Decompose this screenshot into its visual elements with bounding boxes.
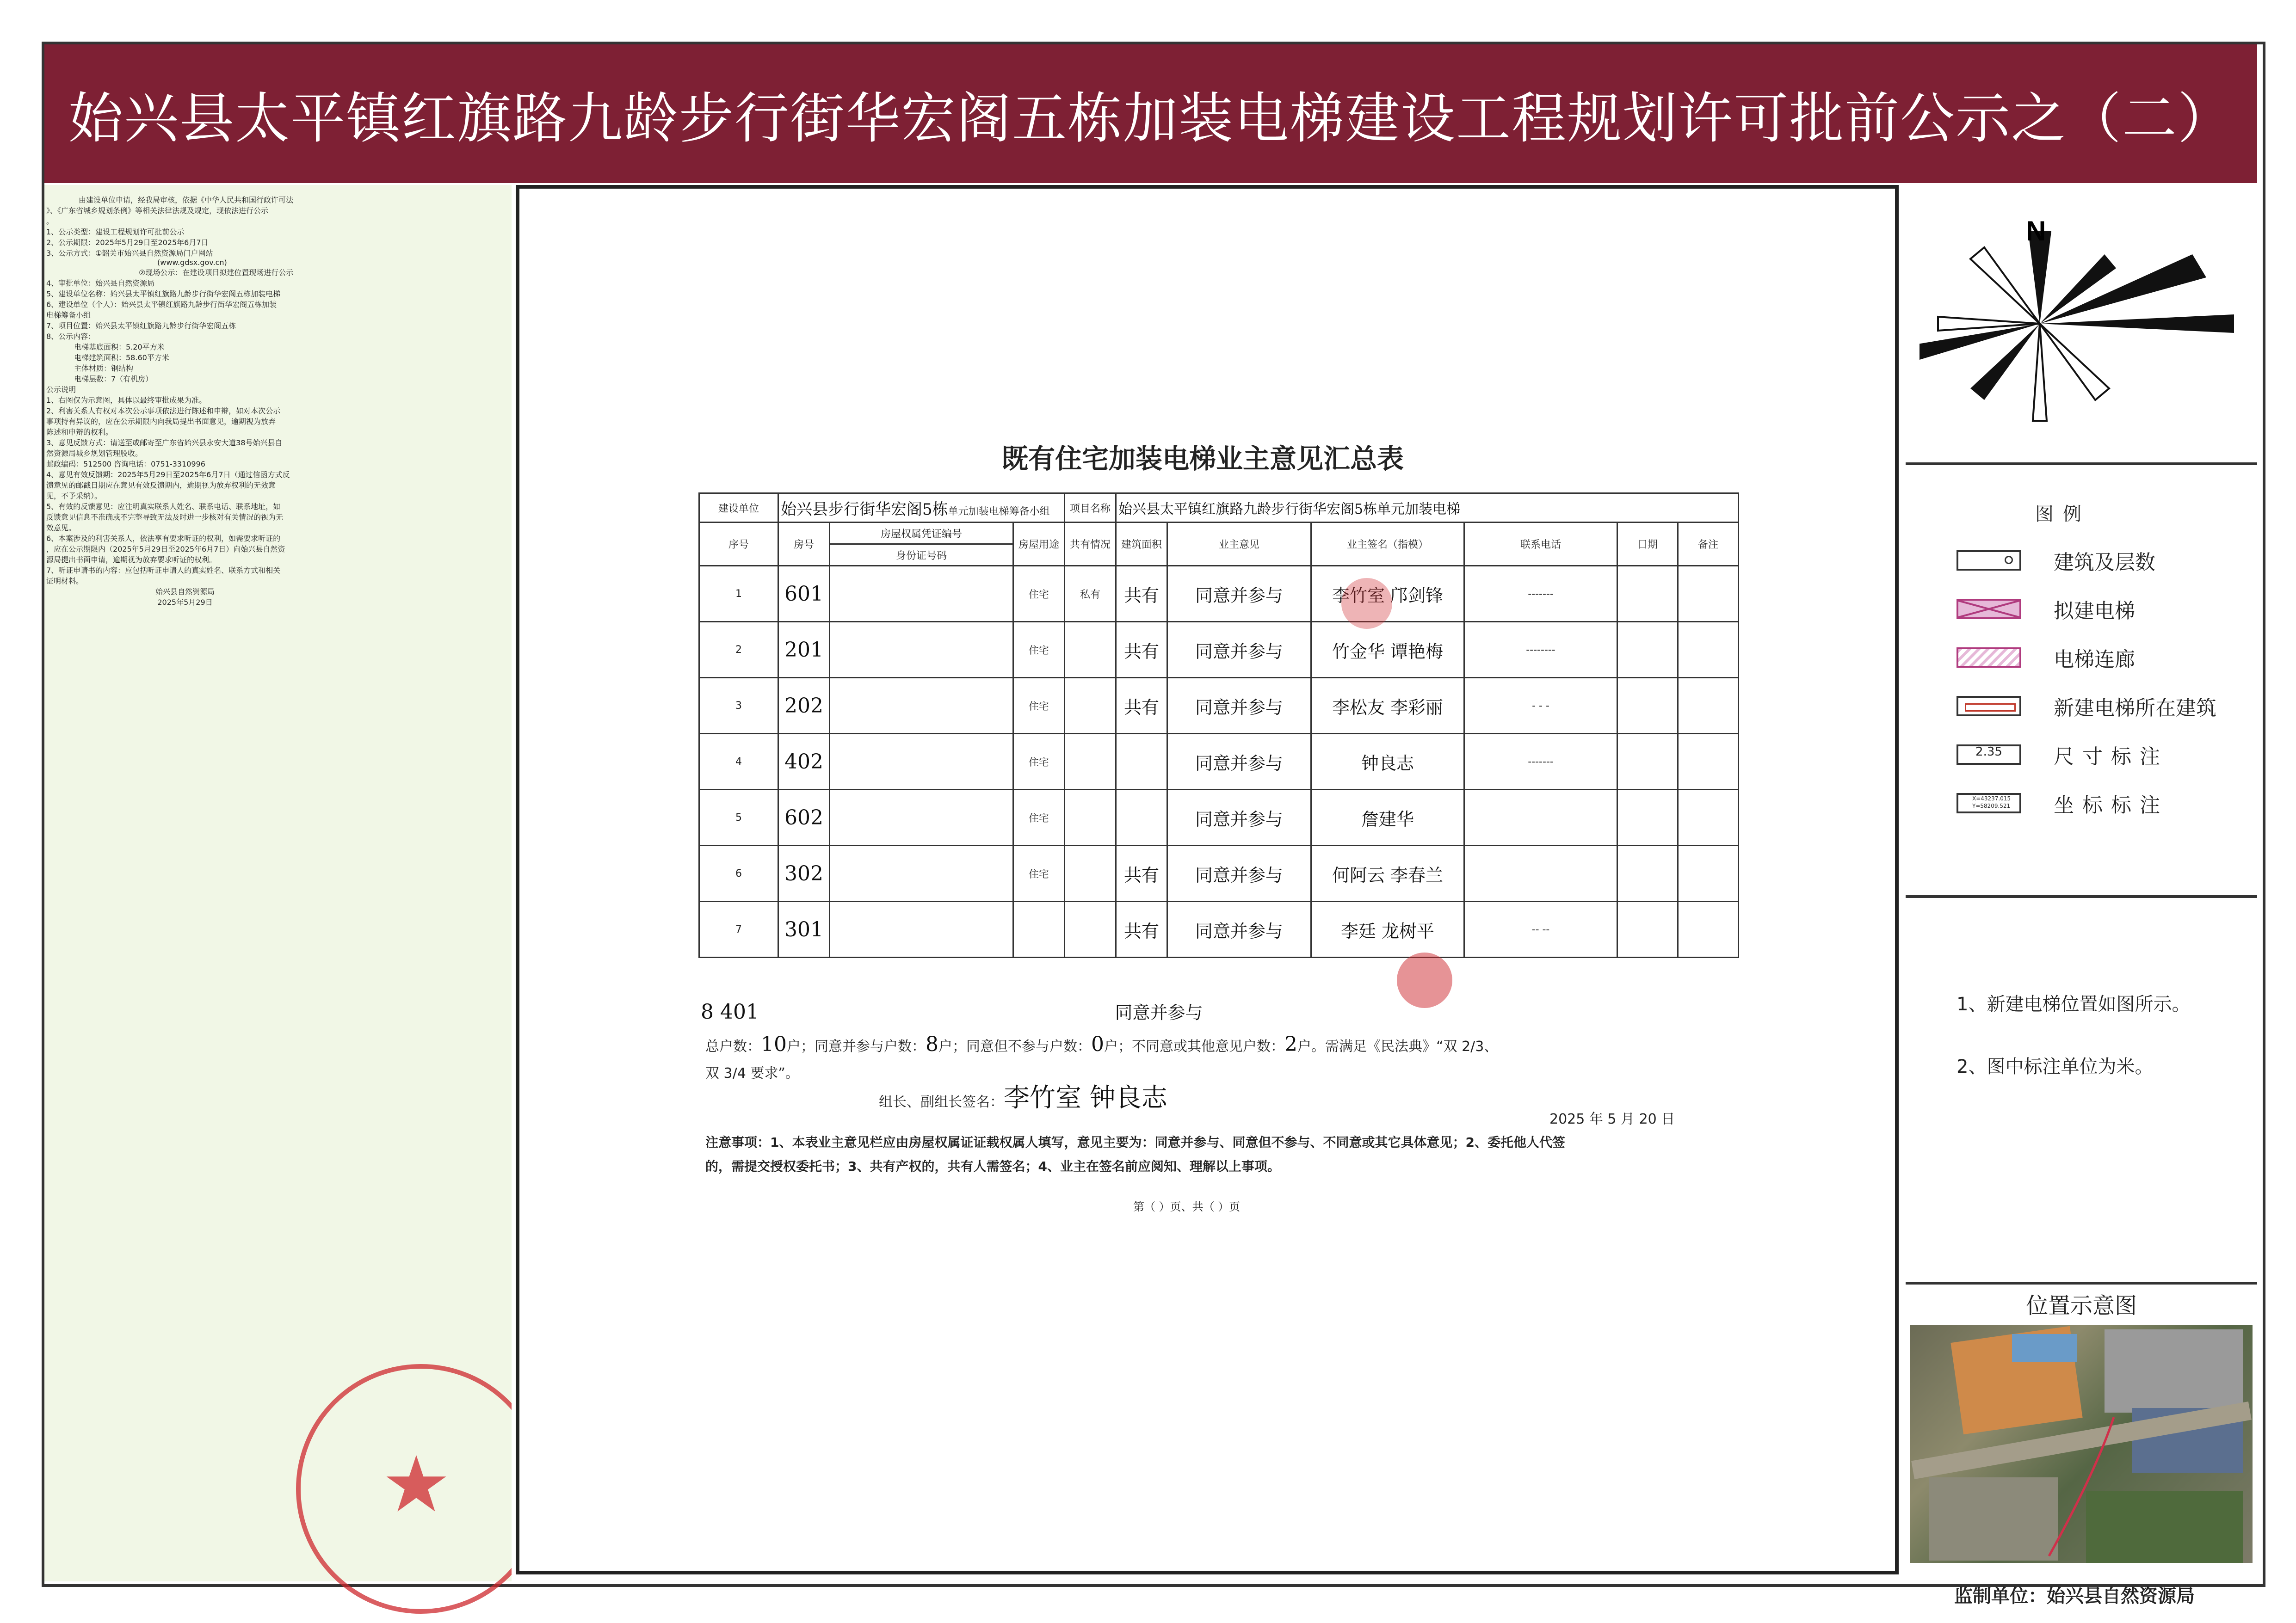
agree-count: 8 [926,1033,938,1056]
floor-area-text: 共有 [1123,865,1159,885]
total-households: 10 [761,1033,787,1056]
legend-title: 图例 [2035,504,2091,525]
item-builder-name: 5、建设单位名称：始兴县太平镇红旗路九龄步行街华宏阁五栋加装电梯 [46,289,281,298]
cert-number [830,678,1013,734]
row-no-text: 2 [735,644,742,656]
share-status [1065,622,1116,678]
builder-cell [778,493,1065,523]
col-header: 房号 [778,523,830,566]
title-banner [44,44,2257,183]
phone-text: -------- [1526,644,1555,656]
leaders-handwriting: 李竹室 钟良志 [1004,1083,1167,1113]
row-no [699,678,778,734]
fingerprint-seal [1341,578,1392,629]
phone-text: ------- [1528,756,1554,768]
legend-label: 尺寸标注 [2054,745,2168,768]
cert-number [830,622,1013,678]
date [1617,622,1678,678]
remarks [1678,566,1739,622]
owner-opinion-text: 同意并参与 [1195,585,1283,606]
summary-label: 户；同意但不参与户数： [938,1039,1091,1055]
north-arrow-icon [1920,213,2243,425]
summary-label: 户。需满足《民法典》“双 2/3、 [1297,1039,1498,1055]
table-row [699,734,1739,790]
notice-2: 2、利害关系人有权对本次公示事项依法进行陈述和申辩，如对本次公示 [46,406,281,415]
notice-3: 然资源局城乡规划管理股收。 [46,449,143,458]
phone-text: ------- [1528,588,1554,600]
date [1617,846,1678,902]
intro-line: 。 [46,217,54,226]
row-no [699,902,778,958]
room-number [778,902,830,958]
form-note-2: 的，需提交授权委托书；3、共有产权的，共有人需签名；4、业主在签名前应阅知、理解以上事项。 [705,1159,1280,1174]
remarks [1678,678,1739,734]
legend-item [1957,691,2216,721]
cert-number [830,566,1013,622]
legend-item [1957,740,2168,769]
remarks [1678,734,1739,790]
item-period-label: 2、公示期限： [46,238,96,247]
date [1617,790,1678,846]
row-no [699,734,778,790]
col-header: 备注 [1678,523,1739,566]
date [1617,734,1678,790]
floor-area [1116,622,1167,678]
table-body [699,566,1739,958]
phone [1464,566,1617,622]
content-base-area: 电梯基底面积：5.20平方米 [74,343,165,351]
house-use [1013,846,1065,902]
cert-number [830,846,1013,902]
notice-5: 效意见。 [46,523,76,532]
col-header: 共有情况 [1065,523,1116,566]
item-method-url: (www.gdsx.gov.cn) [157,258,227,267]
legend-label: 拟建电梯 [2054,599,2135,623]
form-date: 2025 年 5 月 20 日 [1549,1111,1675,1127]
notice-6 [46,543,509,554]
owner-signature-text: 李松友 李彩丽 [1332,697,1444,718]
item-approver: 4、审批单位：始兴县自然资源局 [46,279,155,288]
notice-4-pre: 4、意见有效反馈期： [46,470,118,479]
row-no-text: 6 [735,867,742,879]
item-builder-cont: 电梯筹备小组 [46,311,91,320]
notice-6: 源局提出书面申请，逾期视为放弃要求听证的权利。 [46,555,217,564]
item-period [46,237,509,247]
date [1617,566,1678,622]
phone [1464,902,1617,958]
floor-area-text: 共有 [1123,697,1159,718]
remarks [1678,846,1739,902]
floor-area [1116,566,1167,622]
notice-3: 3、意见反馈方式：请送至或邮寄至广东省始兴县永安大道38号始兴县自 [46,438,283,447]
table-row [699,566,1739,622]
summary-label: 总户数： [705,1039,761,1055]
phone [1464,622,1617,678]
legend-label: 新建电梯所在建筑 [2054,696,2216,720]
floor-area-text: 共有 [1123,921,1159,941]
legend-section [1906,465,2257,898]
house-use-text: 住宅 [1028,645,1049,657]
room-number-text: 201 [784,638,823,662]
summary-label: 户；不同意或其他意见户数： [1104,1039,1284,1055]
intro-line: 》、《广东省城乡规划条例》等相关法律法规及规定，现依法进行公示 [46,206,269,215]
notice-4-post: （通过信函方式反 [230,470,290,479]
house-use-text: 住宅 [1028,756,1049,768]
room-number [778,566,830,622]
sign-org: 始兴县自然资源局 [155,587,215,596]
owner-opinion [1167,902,1311,958]
floor-area-text: 共有 [1123,585,1159,606]
builder-handwriting: 始兴县步行街华宏阁5栋 [781,500,948,519]
summary-counts-cont: 双 3/4 要求”。 [705,1065,799,1082]
col-header: 序号 [699,523,778,566]
owner-signature-text: 竹金华 谭艳梅 [1332,641,1444,662]
share-status [1065,678,1116,734]
room-number-text: 202 [784,694,823,718]
notice-4-dates: 2025年5月29日至2025年6月7日 [117,470,231,479]
row-no-text: 1 [735,588,742,600]
room-number [778,790,830,846]
phone-text: - - - [1532,700,1549,712]
legend-item [1957,546,2155,575]
notice-2: 事项持有异议的，应在公示期限内向我局提出书面意见，逾期视为放弃 [46,417,276,426]
map-route-line [1910,1325,2253,1563]
table-row [699,622,1739,678]
planned-elevator-icon [1957,599,2021,619]
right-note-1: 1、新建电梯位置如图所示。 [1957,994,2191,1015]
remarks [1678,622,1739,678]
room-number-text: 302 [784,861,823,885]
content-material: 主体材质：钢结构 [74,364,134,373]
share-status [1065,566,1116,622]
form-note-1: 注意事项：1、本表业主意见栏应由房屋权属证证载权属人填写，意见主要为：同意并参与、同意但不参与、不同意或其它具体意见；2、委托他人代签 [705,1135,1565,1150]
row-no-text: 5 [735,812,742,824]
coordinate-sample: Y=58209.521 [1972,803,2011,809]
form-notes [705,1131,1732,1179]
intro-line: 由建设单位申请，经我局审核，依据《中华人民共和国行政许可法 [79,196,294,204]
owner-opinion-text: 同意并参与 [1195,809,1283,830]
room-number-text: 301 [784,917,823,941]
share-status-text: 私有 [1080,589,1100,601]
owner-signature-text: 钟良志 [1361,753,1414,774]
share-status [1065,846,1116,902]
col-header: 房屋权属凭证编号 [830,523,1013,544]
fingerprint-seal [1397,953,1452,1008]
notice-7: 证明材料。 [46,577,84,585]
right-note-2: 2、图中标注单位为米。 [1957,1056,2154,1077]
owner-opinion [1167,790,1311,846]
notice-6-dates: 2025年5月29日至2025年6月7日 [113,545,226,553]
item-content: 8、公示内容： [46,332,96,341]
item-method: 3、公示方式：①韶关市始兴县自然资源局门户网站 [46,249,213,258]
room-number [778,678,830,734]
opinion-table [698,492,1739,958]
dimension-sample: 2.35 [1975,745,2002,759]
notice-6: 6、本案涉及的利害关系人，依法享有要求听证的权利，如需要求听证的 [46,534,281,543]
new-elevator-building-icon [1957,696,2021,716]
date [1617,902,1678,958]
share-status [1065,790,1116,846]
owner-opinion-text: 同意并参与 [1195,641,1283,662]
room-number [778,734,830,790]
col-header: 联系电话 [1464,523,1617,566]
owner-signature [1311,678,1464,734]
row-no [699,846,778,902]
seal-star-icon [384,1452,449,1517]
page-title: 始兴县太平镇红旗路九龄步行街华宏阁五栋加装电梯建设工程规划许可批前公示之（二） [68,86,2233,150]
owner-signature [1311,790,1464,846]
item-period-value: 2025年5月29日至2025年6月7日 [95,238,209,247]
owner-signature [1311,846,1464,902]
coordinate-sample: X=43237.015 [1972,795,2011,802]
floor-area [1116,902,1167,958]
room-number-text: 402 [784,750,823,774]
house-use [1013,902,1065,958]
leaders-label: 组长、副组长签名： [879,1094,1004,1110]
notice-4: 见，不予采纳）。 [46,492,102,500]
owner-opinion [1167,846,1311,902]
item-method-site: ②现场公示：在建设项目拟建位置现场进行公示 [139,268,294,277]
cert-number [830,734,1013,790]
owner-signature-text: 李竹室 邝剑锋 [1332,585,1444,606]
header-builder: 建设单位 [699,493,778,523]
owner-opinion [1167,622,1311,678]
location-map [1910,1325,2253,1563]
floor-area [1116,846,1167,902]
owner-signature [1311,902,1464,958]
share-status [1065,734,1116,790]
notice-5: 5、有效的反馈意见：应注明真实联系人姓名、联系电话、联系地址，如 [46,502,281,511]
owner-opinion [1167,734,1311,790]
owner-opinion-text: 同意并参与 [1195,921,1283,941]
floor-area [1116,790,1167,846]
notice-3-contact: 邮政编码：512500 咨询电话：0751-3310996 [46,460,205,468]
owner-signature-text: 何阿云 李春兰 [1332,865,1444,885]
floor-area-text: 共有 [1123,641,1159,662]
notice-1: 1、右图仅为示意图，具体以最终审批成果为准。 [46,396,207,405]
elevator-corridor-icon [1957,647,2021,668]
house-use-text: 住宅 [1028,701,1049,713]
legend-label: 坐标标注 [2054,793,2168,817]
house-use [1013,678,1065,734]
legend-item [1957,643,2135,672]
house-use-text: 住宅 [1028,868,1049,880]
row-no-text: 4 [735,756,742,768]
room-number [778,622,830,678]
row-no [699,790,778,846]
date [1617,678,1678,734]
location-title: 位置示意图 [2025,1293,2137,1319]
form-title: 既有住宅加装电梯业主意见汇总表 [1001,443,1404,474]
notice-title: 公示说明 [46,385,76,394]
extra-opinion-handwriting: 同意并参与 [1115,1002,1203,1023]
extra-row [701,999,1203,1028]
remarks [1678,790,1739,846]
supervisor-label: 监制单位：始兴县自然资源局 [1954,1586,2195,1607]
share-status [1065,902,1116,958]
project-cell [1116,493,1739,523]
col-header: 身份证号码 [830,544,1013,566]
item-builder: 6、建设单位（个人）：始兴县太平镇红旗路九龄步行街华宏阁五栋加装 [46,300,277,309]
room-number [778,846,830,902]
row-no [699,622,778,678]
notice-5: 反馈意见信息不准确或不完整导致无法及时进一步核对有关情况的视为无 [46,513,284,522]
notice-7: 7、听证申请书的内容：应包括听证申请人的真实姓名、联系方式和相关 [46,566,281,575]
owner-opinion [1167,678,1311,734]
table-row [699,678,1739,734]
owner-signature [1311,622,1464,678]
row-no-text: 7 [735,923,742,935]
house-use-text: 住宅 [1028,812,1049,824]
extra-room-handwriting: 8 401 [701,1000,759,1024]
phone-text: -- -- [1531,923,1550,935]
north-arrow-section [1906,185,2257,465]
notice-6-pre: ，应在公示期限内（ [46,545,113,553]
project-handwriting: 始兴县太平镇红旗路九龄步行街华宏阁5栋单元加装电梯 [1118,501,1461,517]
item-location: 7、项目位置：始兴县太平镇红旗路九龄步行街华宏阁五栋 [46,321,236,330]
col-header: 日期 [1617,523,1678,566]
cert-number [830,790,1013,846]
floor-area [1116,734,1167,790]
notice-4 [46,469,509,480]
col-header: 建筑面积 [1116,523,1167,566]
header-project: 项目名称 [1065,493,1116,523]
house-use [1013,566,1065,622]
house-use [1013,622,1065,678]
content-floors: 电梯层数：7（有机房） [74,375,153,383]
other-count: 2 [1284,1033,1297,1056]
item-type: 1、公示类型：建设工程规划许可批前公示 [46,227,185,236]
table-row [699,902,1739,958]
owner-opinion-text: 同意并参与 [1195,865,1283,885]
building-floors-icon [1957,550,2021,571]
legend-label: 电梯连廊 [2054,648,2135,671]
left-text-block [46,194,509,607]
room-number-text: 601 [784,582,823,606]
coordinate-icon [1957,793,2021,813]
owner-signature-text: 李廷 龙树平 [1340,921,1435,941]
builder-print: 单元加装电梯筹备小组 [948,505,1050,517]
dimension-icon [1957,744,2021,765]
col-header: 房屋用途 [1013,523,1065,566]
phone [1464,790,1617,846]
notes-section [1906,898,2257,1285]
leaders-sign [879,1077,1167,1114]
table-row [699,846,1739,902]
house-use [1013,734,1065,790]
owner-opinion-text: 同意并参与 [1195,697,1283,718]
house-use-text: 住宅 [1028,589,1049,601]
notice-4: 馈意见的邮戳日期应在意见有效反馈期内，逾期视为放弃权利的无效意 [46,481,276,490]
notice-6-post: ）向始兴县自然资 [226,545,285,553]
floor-area [1116,678,1167,734]
owner-signature [1311,734,1464,790]
legend-item [1957,594,2135,624]
legend-label: 建筑及层数 [2054,551,2155,574]
house-use [1013,790,1065,846]
owner-opinion [1167,566,1311,622]
sign-date: 2025年5月29日 [157,598,213,607]
owner-signature-text: 詹建华 [1361,809,1414,830]
cert-number [830,902,1013,958]
summary-label: 户；同意并参与户数： [787,1039,926,1055]
phone [1464,678,1617,734]
phone [1464,846,1617,902]
summary-counts [705,1031,1498,1060]
legend-item [1957,788,2168,818]
north-label: N [2026,215,2046,246]
remarks [1678,902,1739,958]
col-header: 业主意见 [1167,523,1311,566]
col-header: 业主签名（指模） [1311,523,1464,566]
notice-2: 陈述和申辩的权利。 [46,428,113,436]
row-no-text: 3 [735,700,742,712]
table-row [699,790,1739,846]
room-number-text: 602 [784,805,823,830]
form-page-number: 第（ ）页、共（ ）页 [1133,1200,1241,1213]
owner-opinion-text: 同意并参与 [1195,753,1283,774]
agree-no-count: 0 [1091,1033,1104,1056]
content-floor-area: 电梯建筑面积：58.60平方米 [74,353,169,362]
phone [1464,734,1617,790]
row-no [699,566,778,622]
